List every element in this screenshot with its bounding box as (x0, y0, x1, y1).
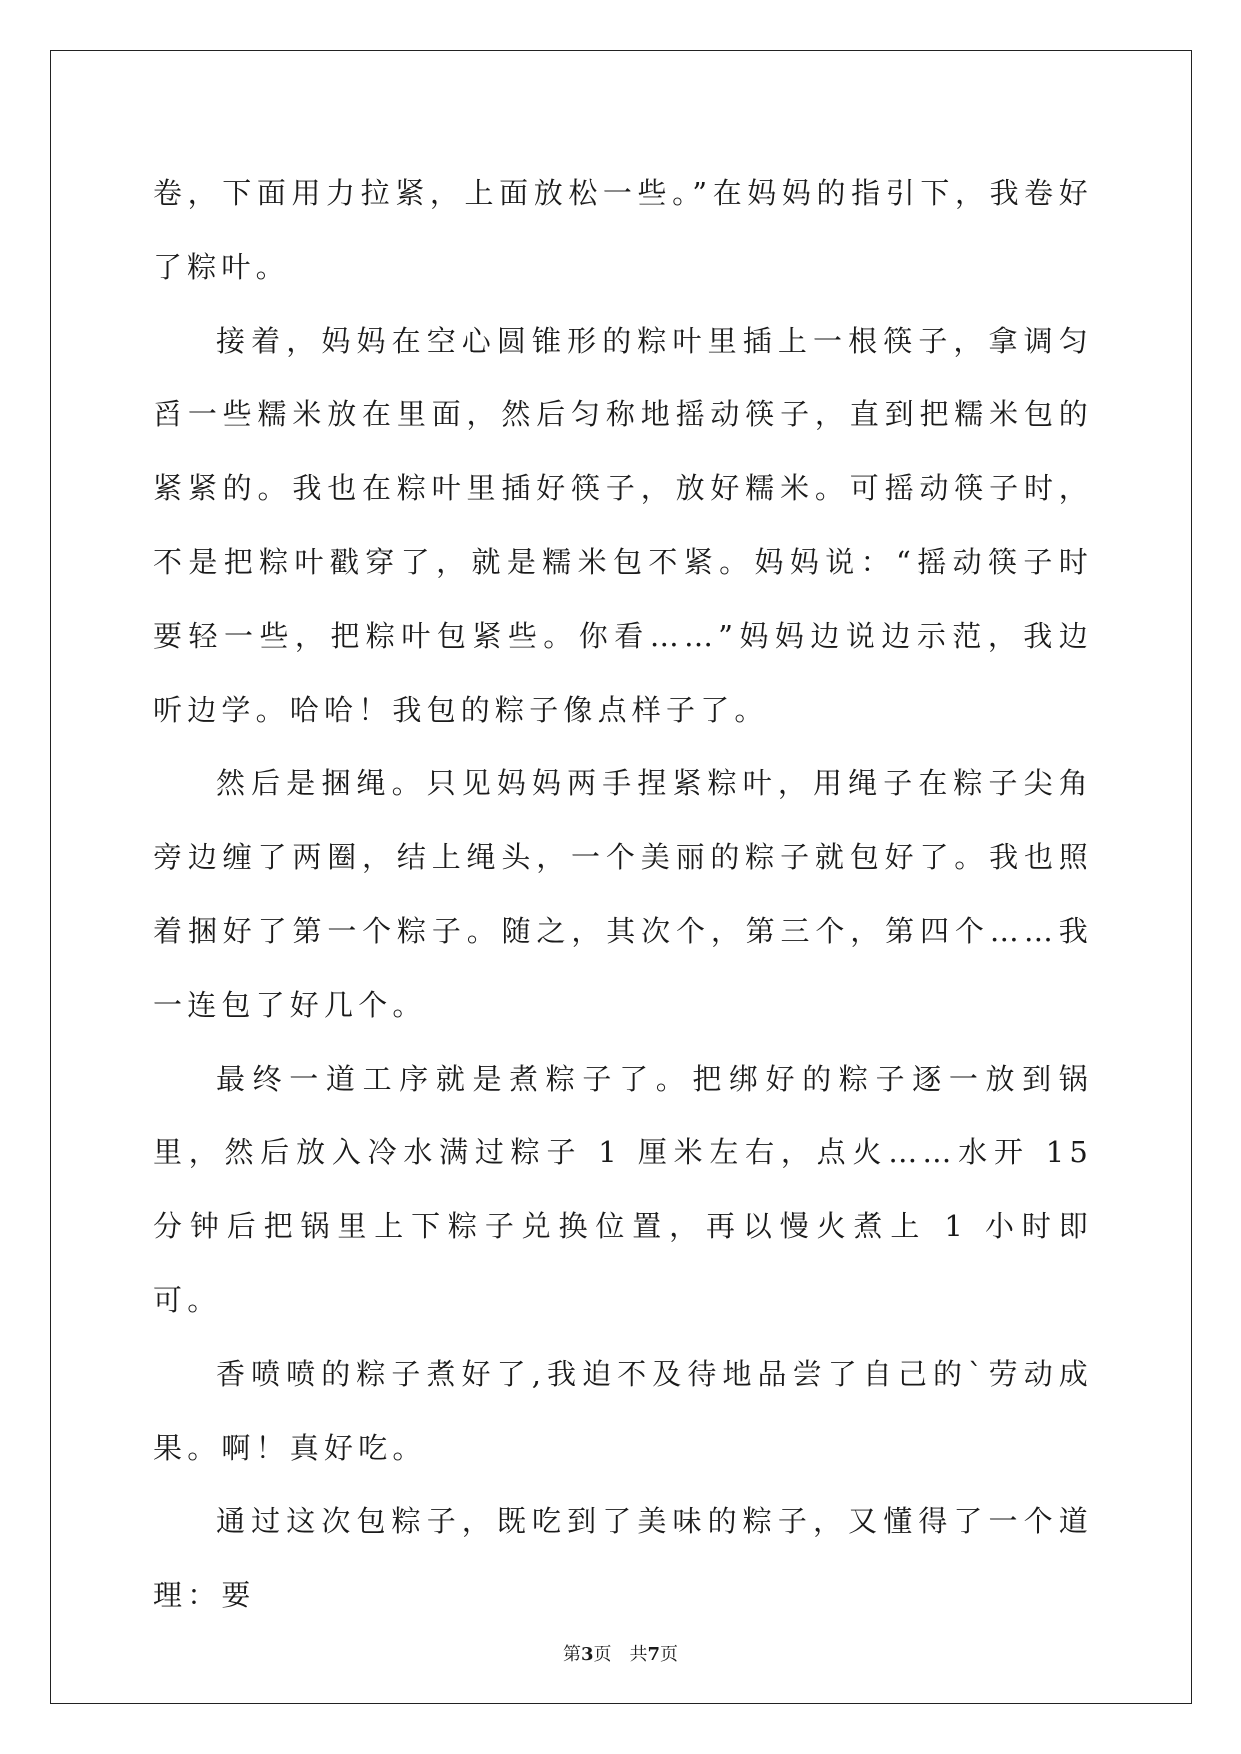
paragraph-1: 卷，下面用力拉紧，上面放松一些。”在妈妈的指引下，我卷好了粽叶。 (153, 176, 1093, 284)
total-prefix: 共 (629, 1644, 648, 1665)
paragraph-5: 香喷喷的粽子煮好了,我迫不及待地品尝了自己的`劳动成果。啊！真好吃。 (153, 1356, 1093, 1465)
page-prefix: 第 (562, 1644, 581, 1665)
paragraph-6: 通过这次包粽子，既吃到了美味的粽子，又懂得了一个道理：要 (153, 1504, 1093, 1613)
total-pages: 7 (647, 1644, 661, 1665)
document-body (153, 157, 1093, 1633)
page-number: 3 (580, 1644, 594, 1665)
paragraph-3: 然后是捆绳。只见妈妈两手捏紧粽叶，用绳子在粽子尖角旁边缠了两圈，结上绳头，一个美丽的粽子就包好了。我也照着捆好了第一个粽子。随之，其次个，第三个，第四个……我一连包了好几个。 (153, 766, 1093, 1022)
total-suffix: 页 (660, 1644, 679, 1665)
page-suffix: 页 (593, 1644, 612, 1665)
paragraph-4: 最终一道工序就是煮粽子了。把绑好的粽子逐一放到锅里，然后放入冷水满过粽子 1 厘米左右，点火……水开 15 分钟后把锅里上下粽子兑换位置，再以慢火煮上 1 小时即可。 (153, 1061, 1093, 1317)
page-footer (0, 1644, 1241, 1666)
paragraph-2: 接着，妈妈在空心圆锥形的粽叶里插上一根筷子，拿调匀舀一些糯米放在里面，然后匀称地摇动筷子，直到把糯米包的紧紧的。我也在粽叶里插好筷子，放好糯米。可摇动筷子时，不是把粽叶戳穿了，就是糯米包不紧。妈妈说：“摇动筷子时要轻一些，把粽叶包紧些。你看……”妈妈边说边示范，我边听边学。哈哈！我包的粽子像点样子了。 (153, 323, 1093, 727)
